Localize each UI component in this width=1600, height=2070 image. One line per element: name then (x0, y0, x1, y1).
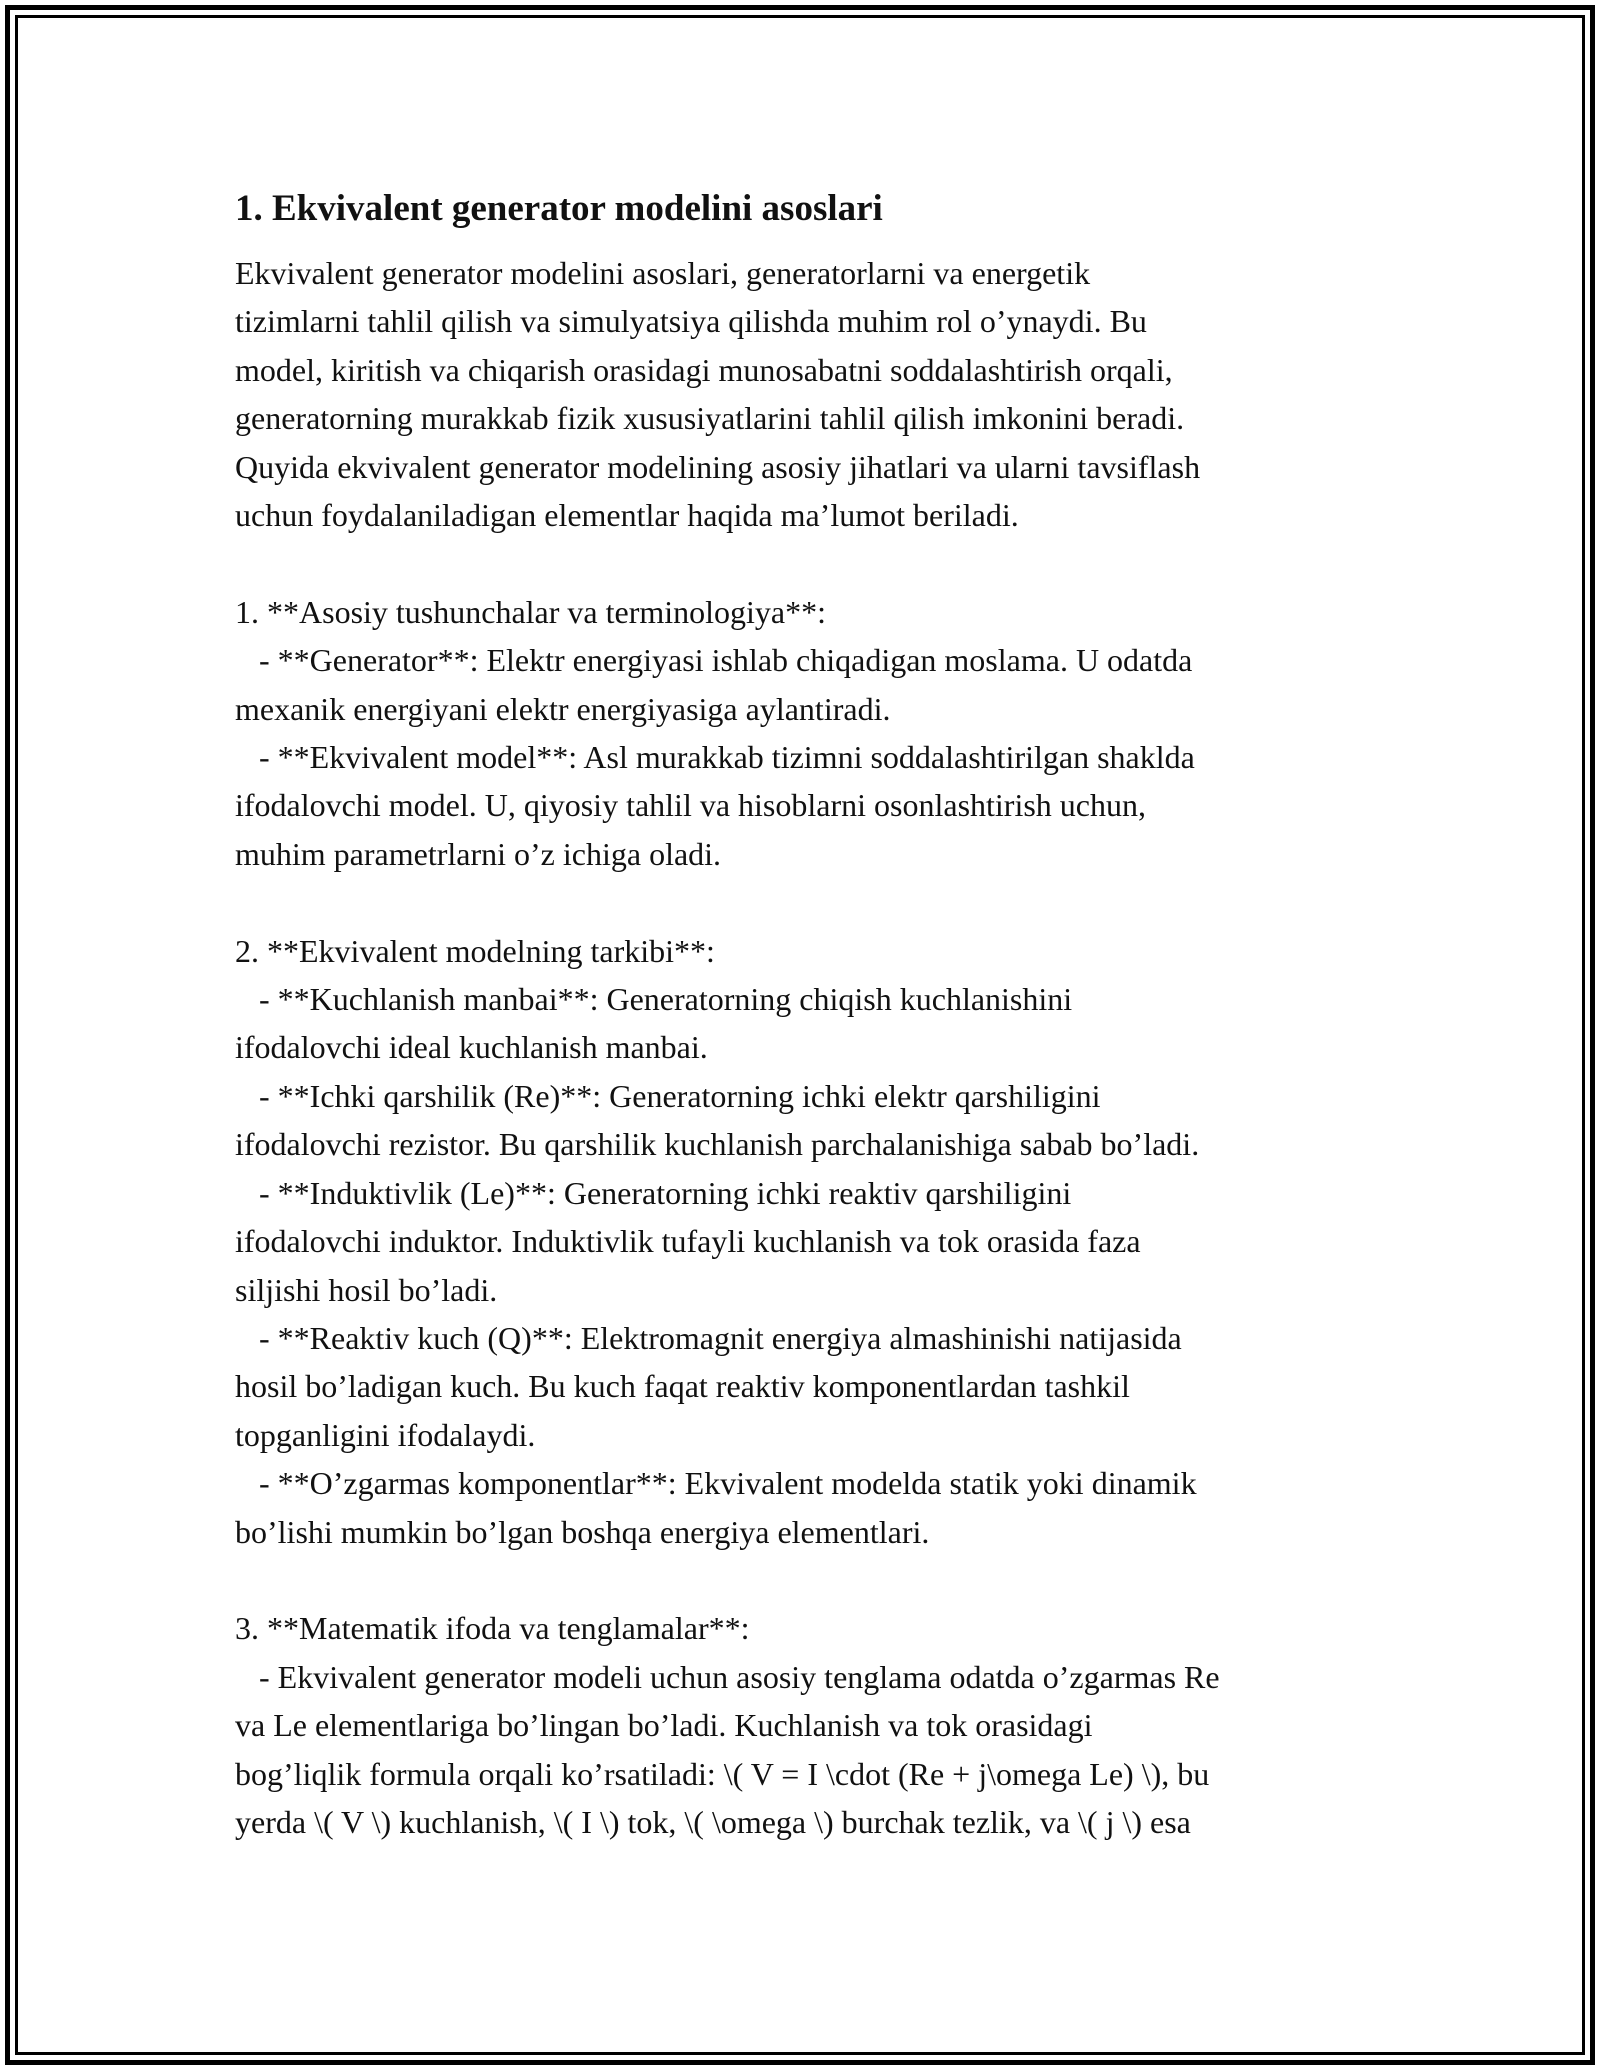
document-body (235, 185, 1385, 1846)
paragraph-gap (235, 878, 1385, 926)
paragraph-gap (235, 539, 1385, 587)
section-3-equations: 3. **Matematik ifoda va tenglamalar**: - Ekvivalent generator modeli uchun asosiy tenglama odatda o’zgarmas Re va Le elementlariga bo’lingan bo’ladi. Kuchlanish va tok orasidagi bog’liqlik formula orqali ko’rsatiladi: \( V = I \cdot (Re + j\omega Le) \), bu yerda \( V \) kuchlanish, \( I \) tok, \( \omega \) burchak tezlik, va \( j \) esa (235, 1610, 1220, 1840)
section-2-composition: 2. **Ekvivalent modelning tarkibi**: - **Kuchlanish manbai**: Generatorning chiqish kuchlanishini ifodalovchi ideal kuchlanish manbai. - **Ichki qarshilik (Re)**: Generatorning ichki elektr qarshiligini ifodalovchi rezistor. Bu qarshilik kuchlanish parchalanishiga sabab bo’ladi. - **Induktivlik (Le)**: Generatorning ichki reaktiv qarshiligini ifodalovchi induktor. Induktivlik tufayli kuchlanish va tok orasida faza siljishi hosil bo’ladi. - **Reaktiv kuch (Q)**: Elektromagnit energiya almashinishi natijasida hosil bo’ladigan kuch. Bu kuch faqat reaktiv komponentlardan tashkil topganligini ifodalaydi. - **O’zgarmas komponentlar**: Ekvivalent modelda statik yoki dinamik bo’lishi mumkin bo’lgan boshqa energiya elementlari. (235, 932, 1200, 1550)
section-heading: 1. Ekvivalent generator modelini asoslari (235, 188, 883, 229)
intro-paragraph: Ekvivalent generator modelini asoslari, generatorlarni va energetik tizimlarni tahlil qilish va simulyatsiya qilishda muhim rol o’ynaydi. Bu model, kiritish va chiqarish orasidagi munosabatni soddalashtirish orqali, generatorning murakkab fizik xususiyatlarini tahlil qilish imkonini beradi. Quyida ekvivalent generator modelining asosiy jihatlari va ularni tavsiflash uchun foydalaniladigan elementlar haqida ma’lumot beriladi. (235, 255, 1201, 534)
paragraph-gap (235, 1556, 1385, 1604)
section-1-basics: 1. **Asosiy tushunchalar va terminologiya**: - **Generator**: Elektr energiyasi ishlab chiqadigan moslama. U odatda mexanik energiyani elektr energiyasiga aylantiradi. - **Ekvivalent model**: Asl murakkab tizimni soddalashtirilgan shaklda ifodalovchi model. U, qiyosiy tahlil va hisoblarni osonlashtirish uchun, muhim parametrlarni o’z ichiga oladi. (235, 593, 1195, 872)
